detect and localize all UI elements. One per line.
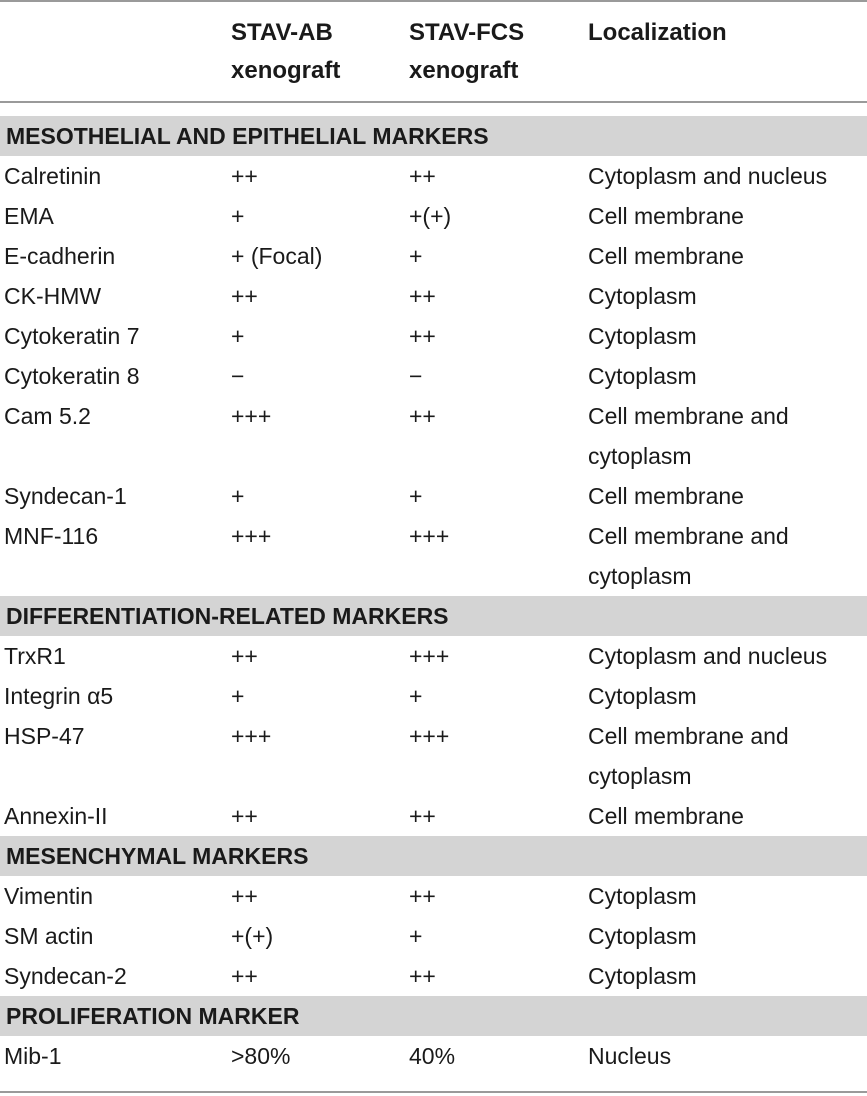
stav-fcs-cell: − xyxy=(409,363,423,389)
stav-ab-cell: ++ xyxy=(231,963,258,989)
header-stav-fcs-line2: xenograft xyxy=(409,57,519,84)
section-title: MESENCHYMAL MARKERS xyxy=(6,843,309,869)
localization-cell xyxy=(588,1036,671,1076)
stav-fcs-cell: +(+) xyxy=(409,203,452,229)
localization-line1: Cytoplasm xyxy=(588,963,697,989)
table-row xyxy=(0,876,867,916)
localization-line1: Cell membrane xyxy=(588,483,744,509)
marker-cell: Mib-1 xyxy=(4,1043,62,1069)
localization-cell xyxy=(588,676,697,716)
localization-cell xyxy=(588,876,697,916)
stav-ab-cell: >80% xyxy=(231,1043,291,1069)
localization-line2: cytoplasm xyxy=(588,563,692,589)
marker-cell: HSP-47 xyxy=(4,723,85,749)
table-row xyxy=(0,636,867,676)
stav-ab-cell: + xyxy=(231,203,245,229)
marker-cell: Cam 5.2 xyxy=(4,403,91,429)
localization-cell xyxy=(588,156,827,196)
localization-cell xyxy=(588,916,697,956)
localization-line1: Cytoplasm xyxy=(588,363,697,389)
table-row xyxy=(0,316,867,356)
localization-cell xyxy=(588,716,789,796)
stav-fcs-cell: ++ xyxy=(409,883,436,909)
stav-ab-cell: + (Focal) xyxy=(231,243,323,269)
localization-cell xyxy=(588,796,744,836)
marker-cell: SM actin xyxy=(4,923,94,949)
marker-cell: MNF-116 xyxy=(4,523,99,549)
header-stav-ab xyxy=(231,14,340,90)
header-stav-ab-line2: xenograft xyxy=(231,57,341,84)
table-row xyxy=(0,396,867,476)
marker-cell: EMA xyxy=(4,203,54,229)
stav-fcs-cell: ++ xyxy=(409,323,436,349)
header-stav-ab-line1: STAV-AB xyxy=(231,19,333,46)
marker-cell: CK-HMW xyxy=(4,283,102,309)
stav-ab-cell: ++ xyxy=(231,283,258,309)
localization-cell xyxy=(588,476,744,516)
bottom-rule xyxy=(0,1091,867,1093)
localization-cell xyxy=(588,316,697,356)
localization-line2: cytoplasm xyxy=(588,763,692,789)
localization-line1: Cytoplasm xyxy=(588,683,697,709)
header-rule xyxy=(0,101,867,103)
table-row xyxy=(0,276,867,316)
localization-cell xyxy=(588,196,744,236)
stav-fcs-cell: + xyxy=(409,483,423,509)
localization-line1: Cytoplasm and nucleus xyxy=(588,163,828,189)
localization-cell xyxy=(588,356,697,396)
section-title: DIFFERENTIATION-RELATED MARKERS xyxy=(6,603,449,629)
localization-line1: Cytoplasm xyxy=(588,323,697,349)
stav-ab-cell: +(+) xyxy=(231,923,274,949)
header-localization: Localization xyxy=(588,19,727,46)
table-row xyxy=(0,1036,867,1076)
marker-cell: Vimentin xyxy=(4,883,94,909)
localization-cell xyxy=(588,276,697,316)
stav-ab-cell: ++ xyxy=(231,163,258,189)
stav-fcs-cell: +++ xyxy=(409,723,450,749)
stav-fcs-cell: + xyxy=(409,683,423,709)
table-row xyxy=(0,476,867,516)
localization-cell xyxy=(588,396,789,476)
marker-cell: E-cadherin xyxy=(4,243,116,269)
section-header xyxy=(0,996,867,1036)
marker-cell: Syndecan-1 xyxy=(4,483,127,509)
table-row xyxy=(0,156,867,196)
stav-ab-cell: ++ xyxy=(231,803,258,829)
marker-cell: Calretinin xyxy=(4,163,102,189)
localization-line1: Cell membrane xyxy=(588,203,744,229)
stav-ab-cell: + xyxy=(231,323,245,349)
table-row xyxy=(0,796,867,836)
stav-ab-cell: + xyxy=(231,483,245,509)
localization-line1: Cell membrane and xyxy=(588,523,789,549)
stav-ab-cell: ++ xyxy=(231,883,258,909)
stav-fcs-cell: +++ xyxy=(409,643,450,669)
localization-cell xyxy=(588,636,827,676)
localization-line1: Cell membrane and xyxy=(588,403,789,429)
table-row xyxy=(0,356,867,396)
header-stav-fcs xyxy=(409,14,524,90)
localization-cell xyxy=(588,956,697,996)
localization-line1: Cytoplasm xyxy=(588,923,697,949)
stav-fcs-cell: ++ xyxy=(409,963,436,989)
localization-line1: Cell membrane and xyxy=(588,723,789,749)
table-row xyxy=(0,516,867,596)
marker-cell: TrxR1 xyxy=(4,643,66,669)
top-rule xyxy=(0,0,867,2)
stav-fcs-cell: ++ xyxy=(409,803,436,829)
section-title: MESOTHELIAL AND EPITHELIAL MARKERS xyxy=(6,123,489,149)
marker-cell: Cytokeratin 7 xyxy=(4,323,140,349)
table-row xyxy=(0,916,867,956)
stav-ab-cell: ++ xyxy=(231,643,258,669)
localization-line2: cytoplasm xyxy=(588,443,692,469)
localization-line1: Cell membrane xyxy=(588,803,744,829)
stav-ab-cell: +++ xyxy=(231,403,272,429)
stav-fcs-cell: ++ xyxy=(409,403,436,429)
table-header xyxy=(0,14,867,100)
section-header xyxy=(0,836,867,876)
stav-fcs-cell: ++ xyxy=(409,163,436,189)
localization-line1: Cytoplasm xyxy=(588,883,697,909)
stav-fcs-cell: +++ xyxy=(409,523,450,549)
localization-cell xyxy=(588,236,744,276)
stav-ab-cell: +++ xyxy=(231,523,272,549)
marker-cell: Syndecan-2 xyxy=(4,963,127,989)
marker-cell: Cytokeratin 8 xyxy=(4,363,140,389)
stav-fcs-cell: ++ xyxy=(409,283,436,309)
localization-line1: Nucleus xyxy=(588,1043,672,1069)
table-row xyxy=(0,196,867,236)
stav-fcs-cell: + xyxy=(409,923,423,949)
stav-ab-cell: +++ xyxy=(231,723,272,749)
stav-ab-cell: − xyxy=(231,363,245,389)
section-title: PROLIFERATION MARKER xyxy=(6,1003,300,1029)
section-header xyxy=(0,596,867,636)
stav-fcs-cell: + xyxy=(409,243,423,269)
localization-line1: Cytoplasm and nucleus xyxy=(588,643,828,669)
stav-fcs-cell: 40% xyxy=(409,1043,456,1069)
table-row xyxy=(0,676,867,716)
header-stav-fcs-line1: STAV-FCS xyxy=(409,19,525,46)
localization-line1: Cytoplasm xyxy=(588,283,697,309)
localization-line1: Cell membrane xyxy=(588,243,744,269)
table-row xyxy=(0,236,867,276)
stav-ab-cell: + xyxy=(231,683,245,709)
section-header xyxy=(0,116,867,156)
marker-cell: Annexin-II xyxy=(4,803,108,829)
table-row xyxy=(0,716,867,796)
localization-cell xyxy=(588,516,789,596)
marker-cell: Integrin α5 xyxy=(4,683,114,709)
table-row xyxy=(0,956,867,996)
